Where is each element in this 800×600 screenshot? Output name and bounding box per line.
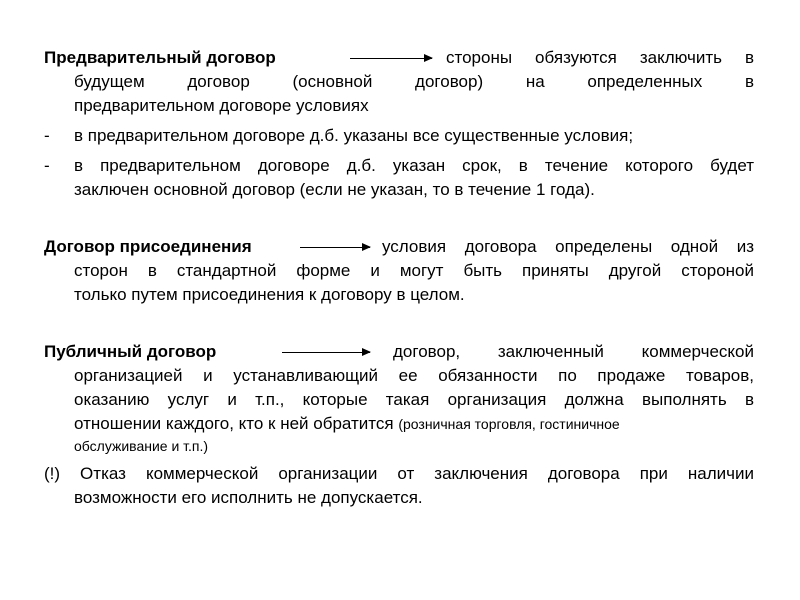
public-definition-line2: организацией и устанавливающий ее обязанности по продаже товаров, [74, 366, 754, 385]
adhesion-term: Договор присоединения [44, 237, 252, 256]
public-definition-line4-text: отношении каждого, кто к ней обратится [74, 414, 394, 433]
prelim-definition-line1: стороны обязуются заключить в [446, 48, 754, 67]
note-line2: возможности его исполнить не допускается. [74, 488, 423, 507]
public-definition-line4 [74, 413, 754, 435]
bullet-marker: - [44, 156, 50, 175]
prelim-arrow-icon [350, 58, 432, 59]
note-line1: (!) Отказ коммерческой организации от заключения договора при наличии [44, 464, 754, 483]
public-definition-note: (розничная торговля, гостиничное [398, 416, 620, 432]
public-term: Публичный договор [44, 342, 217, 361]
prelim-definition-line3: предварительном договоре условиях [74, 96, 369, 115]
adhesion-definition-line2: сторон в стандартной форме и могут быть приняты другой стороной [74, 261, 754, 280]
adhesion-arrow-icon [300, 247, 370, 248]
public-definition-line3: оказанию услуг и т.п., которые такая организация должна выполнять в [74, 390, 754, 409]
public-definition-line1: договор, заключенный коммерческой [393, 342, 754, 361]
prelim-bullet1: в предварительном договоре д.б. указаны все существенные условия; [74, 126, 634, 145]
adhesion-definition-line1: условия договора определены одной из [382, 237, 754, 256]
prelim-term: Предварительный договор [44, 48, 276, 67]
adhesion-definition-line3: только путем присоединения к договору в целом. [74, 285, 465, 304]
bullet-marker: - [44, 126, 50, 145]
prelim-definition-line2: будущем договор (основной договор) на определенных в [74, 72, 754, 91]
public-definition-line5: обслуживание и т.п.) [74, 438, 209, 454]
public-arrow-icon [282, 352, 370, 353]
prelim-bullet2-line1: в предварительном договоре д.б. указан срок, в течение которого будет [74, 156, 754, 175]
prelim-bullet2-line2: заключен основной договор (если не указан, то в течение 1 года). [74, 180, 595, 199]
